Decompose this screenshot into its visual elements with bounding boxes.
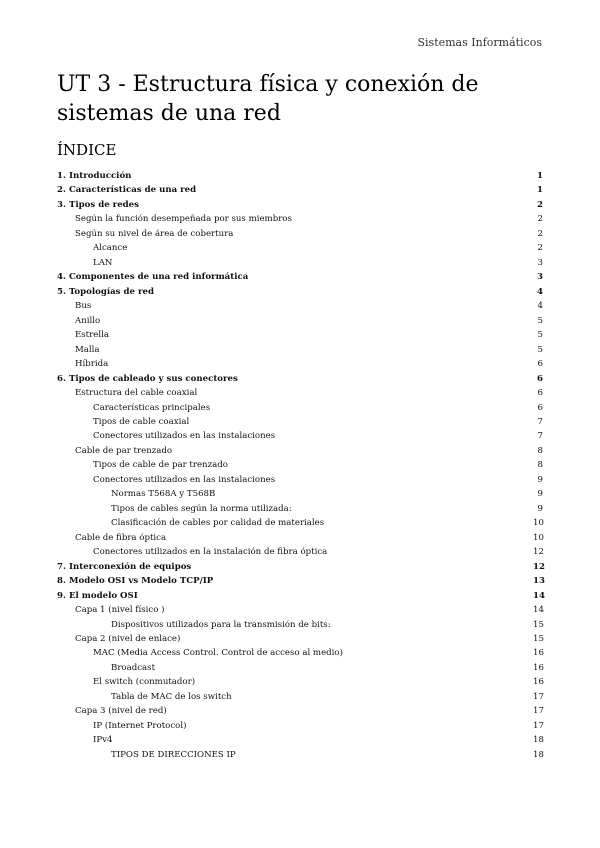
toc-entry-page: 7 bbox=[537, 431, 543, 442]
toc-entry-label: LAN bbox=[93, 257, 113, 268]
toc-entry-label: Híbrida bbox=[75, 359, 109, 370]
toc-entry-page: 18 bbox=[533, 749, 544, 760]
toc-entry-label: TIPOS DE DIRECCIONES IP bbox=[111, 749, 236, 760]
toc-entry[interactable] bbox=[57, 574, 543, 588]
toc-entry-page: 7 bbox=[537, 416, 543, 427]
toc-entry-page: 6 bbox=[537, 402, 543, 413]
toc-entry[interactable] bbox=[57, 285, 543, 299]
toc-entry[interactable] bbox=[57, 516, 543, 530]
toc-entry-page: 8 bbox=[537, 445, 543, 456]
toc-entry[interactable] bbox=[57, 227, 543, 241]
toc-entry-page: 9 bbox=[537, 503, 543, 514]
toc-entry-label: Alcance bbox=[93, 243, 128, 254]
toc-entry-page: 17 bbox=[533, 691, 544, 702]
toc-entry-label: MAC (Media Access Control. Control de acceso al medio) bbox=[93, 648, 343, 659]
toc-entry[interactable] bbox=[57, 401, 543, 415]
toc-entry[interactable] bbox=[57, 270, 543, 284]
toc-entry-page: 15 bbox=[533, 634, 544, 644]
toc-entry-label: Capa 1 (nivel físico ) bbox=[75, 605, 165, 616]
toc-entry[interactable] bbox=[57, 560, 543, 574]
toc-entry[interactable] bbox=[57, 632, 543, 646]
toc-entry[interactable] bbox=[57, 444, 543, 458]
toc-entry-page: 12 bbox=[533, 547, 544, 558]
toc-entry-label: 3. Tipos de redes bbox=[57, 199, 139, 210]
toc-entry[interactable] bbox=[57, 748, 543, 762]
toc-entry[interactable] bbox=[57, 545, 543, 559]
toc-entry-page: 2 bbox=[537, 199, 543, 210]
toc-entry-page: 5 bbox=[537, 330, 543, 341]
toc-entry-label: Anillo bbox=[75, 315, 101, 326]
toc-entry-page: 4 bbox=[537, 301, 543, 312]
toc-entry[interactable] bbox=[57, 603, 543, 617]
toc-entry-page: 2 bbox=[537, 214, 543, 225]
toc-entry[interactable] bbox=[57, 675, 543, 689]
toc-entry-page: 9 bbox=[537, 489, 543, 500]
toc-entry[interactable] bbox=[57, 487, 543, 501]
toc-entry-label: 8. Modelo OSI vs Modelo TCP/IP bbox=[57, 576, 214, 587]
toc-entry-label: 9. El modelo OSI bbox=[57, 590, 138, 601]
toc-entry-label: 5. Topologías de red bbox=[57, 286, 154, 297]
toc-entry[interactable] bbox=[57, 719, 543, 733]
toc-entry-label: Según la función desempeñada por sus miembros bbox=[75, 214, 292, 225]
toc-entry-label: Según su nivel de área de cobertura bbox=[75, 228, 234, 239]
toc-entry[interactable] bbox=[57, 618, 543, 632]
running-header: Sistemas Informáticos bbox=[417, 36, 542, 49]
toc-entry-label: Características principales bbox=[93, 402, 211, 413]
toc-entry[interactable] bbox=[57, 198, 543, 212]
toc-entry-label: Conectores utilizados en las instalaciones bbox=[93, 474, 276, 485]
toc-entry-label: Tipos de cables según la norma utilizada: bbox=[111, 503, 292, 514]
toc-entry-label: IP (Internet Protocol) bbox=[93, 720, 187, 731]
toc-entry-label: Cable de par trenzado bbox=[75, 445, 173, 456]
toc-entry[interactable] bbox=[57, 357, 543, 371]
toc-entry-label: Broadcast bbox=[111, 662, 156, 673]
toc-entry-page: 14 bbox=[533, 605, 544, 616]
toc-entry[interactable] bbox=[57, 299, 543, 313]
toc-entry-page: 16 bbox=[533, 662, 544, 673]
toc-entry[interactable] bbox=[57, 704, 543, 718]
toc-entry-page: 18 bbox=[533, 735, 544, 746]
toc-entry[interactable] bbox=[57, 589, 543, 603]
toc-entry-label: Estrella bbox=[75, 330, 109, 341]
toc-entry-page: 6 bbox=[537, 388, 543, 399]
toc-entry-page: 3 bbox=[537, 257, 543, 268]
toc-entry[interactable] bbox=[57, 328, 543, 342]
toc-entry-page: 5 bbox=[537, 315, 543, 326]
toc-entry[interactable] bbox=[57, 372, 543, 386]
toc-entry[interactable] bbox=[57, 169, 543, 183]
toc-entry-label: Tabla de MAC de los switch bbox=[111, 691, 232, 702]
toc-entry-page: 13 bbox=[533, 576, 545, 587]
toc-entry-label: Clasificación de cables por calidad de materiales bbox=[111, 518, 325, 529]
toc-entry-page: 1 bbox=[537, 185, 543, 196]
toc-entry-page: 17 bbox=[533, 706, 544, 717]
toc-entry-label: 1. Introducción bbox=[57, 171, 132, 181]
toc-entry[interactable] bbox=[57, 314, 543, 328]
toc-entry[interactable] bbox=[57, 212, 543, 226]
toc-entry-page: 6 bbox=[537, 373, 543, 384]
toc-entry-label: 4. Componentes de una red informática bbox=[57, 272, 249, 283]
toc-entry[interactable] bbox=[57, 343, 543, 357]
toc-entry-page: 14 bbox=[533, 590, 545, 601]
toc-entry[interactable] bbox=[57, 386, 543, 400]
toc-entry-label: Bus bbox=[75, 301, 92, 312]
toc-entry[interactable] bbox=[57, 256, 543, 270]
toc-entry-page: 6 bbox=[537, 359, 543, 370]
toc-entry-page: 4 bbox=[537, 286, 543, 297]
toc-entry[interactable] bbox=[57, 690, 543, 704]
toc-entry[interactable] bbox=[57, 473, 543, 487]
toc-entry-page: 10 bbox=[533, 518, 544, 529]
toc-entry-label: 6. Tipos de cableado y sus conectores bbox=[57, 373, 238, 384]
toc-entry-page: 17 bbox=[533, 720, 544, 731]
document-title: UT 3 - Estructura física y conexión de sistemas de una red bbox=[57, 72, 479, 126]
toc-entry-page: 2 bbox=[537, 228, 543, 239]
toc-entry[interactable] bbox=[57, 733, 543, 747]
toc-entry-label: Tipos de cable coaxial bbox=[93, 416, 190, 427]
toc-entry[interactable] bbox=[57, 502, 543, 516]
toc-entry-label: Dispositivos utilizados para la transmisión de bits: bbox=[111, 619, 331, 630]
toc-entry-label: Cable de fibra óptica bbox=[75, 532, 167, 543]
toc-entry-page: 9 bbox=[537, 474, 543, 485]
toc-entry[interactable] bbox=[57, 183, 543, 197]
toc-entry-label: Normas T568A y T568B bbox=[111, 489, 216, 500]
toc-entry-label: 2. Características de una red bbox=[57, 185, 197, 196]
toc-entry[interactable] bbox=[57, 661, 543, 675]
toc-entry-label: Conectores utilizados en las instalaciones bbox=[93, 431, 276, 442]
toc-entry-page: 1 bbox=[537, 171, 543, 181]
toc-entry-label: El switch (conmutador) bbox=[93, 677, 196, 688]
toc-entry-label: Capa 2 (nivel de enlace) bbox=[75, 634, 181, 644]
toc-entry-label: IPv4 bbox=[93, 735, 113, 746]
table-of-contents bbox=[57, 169, 543, 762]
toc-entry-page: 16 bbox=[533, 648, 544, 659]
toc-entry-label: Tipos de cable de par trenzado bbox=[93, 460, 228, 471]
toc-entry-page: 5 bbox=[537, 344, 543, 355]
toc-entry[interactable] bbox=[57, 415, 543, 429]
toc-entry-label: Estructura del cable coaxial bbox=[75, 388, 198, 399]
toc-entry-page: 8 bbox=[537, 460, 543, 471]
toc-entry-label: 7. Interconexión de equipos bbox=[57, 561, 192, 572]
toc-entry-label: Malla bbox=[75, 344, 100, 355]
toc-entry-page: 10 bbox=[533, 532, 544, 543]
toc-entry-label: Conectores utilizados en la instalación de fibra óptica bbox=[93, 547, 328, 558]
toc-entry-page: 12 bbox=[533, 561, 545, 572]
toc-entry-label: Capa 3 (nivel de red) bbox=[75, 706, 167, 717]
toc-entry[interactable] bbox=[57, 429, 543, 443]
toc-entry[interactable] bbox=[57, 531, 543, 545]
toc-entry[interactable] bbox=[57, 241, 543, 255]
toc-entry-page: 3 bbox=[537, 272, 543, 283]
toc-entry[interactable] bbox=[57, 458, 543, 472]
toc-entry[interactable] bbox=[57, 646, 543, 660]
toc-entry-page: 15 bbox=[533, 619, 544, 630]
toc-entry-page: 16 bbox=[533, 677, 544, 688]
toc-entry-page: 2 bbox=[537, 243, 543, 254]
toc-heading: ÍNDICE bbox=[57, 141, 117, 159]
